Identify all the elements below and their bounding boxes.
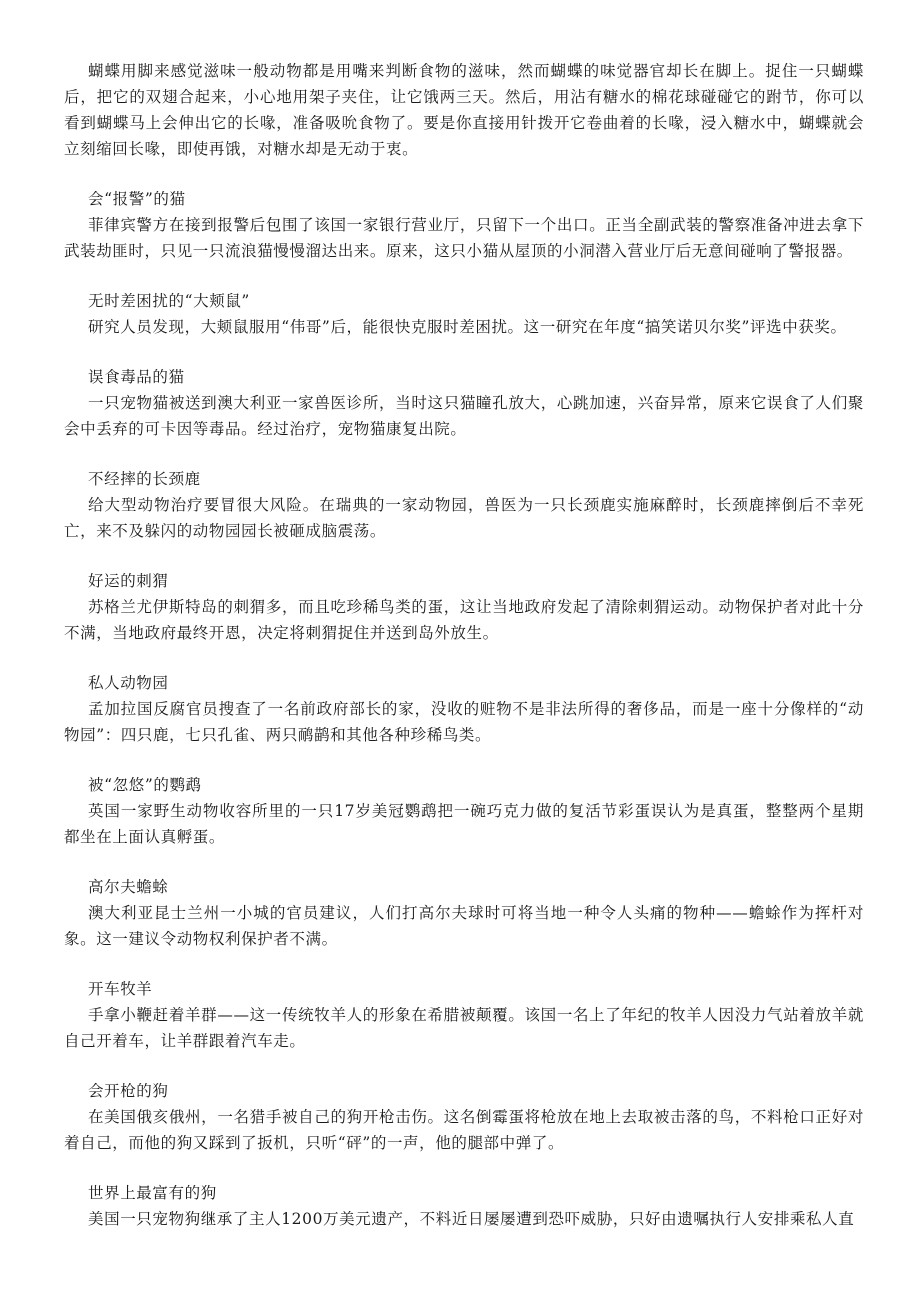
article-body: 在美国俄亥俄州，一名猎手被自己的狗开枪击伤。这名倒霉蛋将枪放在地上去取被击落的鸟，不料枪口正好对着自己，而他的狗又踩到了扳机，只听“砰”的一声，他的腿部中弹了。	[64, 1108, 864, 1152]
article-body: 研究人员发现，大颊鼠服用“伟哥”后，能很快克服时差困扰。这一研究在年度“搞笑诺贝尔奖”评选中获奖。	[88, 318, 847, 336]
article-giraffe	[64, 466, 864, 544]
article-body: 一只宠物猫被送到澳大利亚一家兽医诊所，当时这只猫瞳孔放大，心跳加速，兴奋异常，原来它误食了人们聚会中丢弃的可卡因等毒品。经过治疗，宠物猫康复出院。	[64, 394, 864, 438]
article-body: 澳大利亚昆士兰州一小城的官员建议，人们打高尔夫球时可将当地一种令人头痛的物种——蟾蜍作为挥杆对象。这一建议令动物权利保护者不满。	[64, 904, 864, 948]
article-body: 孟加拉国反腐官员搜查了一名前政府部长的家，没收的赃物不是非法所得的奢侈品，而是一座十分像样的“动物园”：四只鹿，七只孔雀、两只鸸鹋和其他各种珍稀鸟类。	[64, 700, 864, 744]
article-parrot	[64, 772, 864, 850]
article-heading: 会“报警”的猫	[88, 190, 186, 208]
article-golf-toad	[64, 874, 864, 952]
article-heading: 无时差困扰的“大颊鼠”	[88, 292, 250, 310]
article-heading: 高尔夫蟾蜍	[88, 878, 169, 896]
document-body	[64, 58, 864, 1232]
article-heading: 会开枪的狗	[88, 1082, 169, 1100]
article-heading: 被“忽悠”的鹦鹉	[88, 776, 202, 794]
article-heading: 不经摔的长颈鹿	[88, 470, 201, 488]
article-body: 苏格兰尤伊斯特岛的刺猬多，而且吃珍稀鸟类的蛋，这让当地政府发起了清除刺猬运动。动物保护者对此十分不满，当地政府最终开恩，决定将刺猬捉住并送到岛外放生。	[64, 598, 864, 642]
article-dog-gun	[64, 1078, 864, 1156]
article-cat-alarm	[64, 186, 864, 264]
article-heading: 世界上最富有的狗	[88, 1184, 217, 1202]
article-private-zoo	[64, 670, 864, 748]
article-body: 英国一家野生动物收容所里的一只17岁美冠鹦鹉把一碗巧克力做的复活节彩蛋误认为是真蛋，整整两个星期都坐在上面认真孵蛋。	[64, 802, 864, 846]
article-heading: 开车牧羊	[88, 980, 153, 998]
article-cat-drugs	[64, 364, 864, 442]
article-hedgehog	[64, 568, 864, 646]
article-heading: 误食毒品的猫	[88, 368, 185, 386]
article-hamster-jetlag	[64, 288, 864, 340]
article-body: 美国一只宠物狗继承了主人1200万美元遗产，不料近日屡屡遭到恐吓威胁，只好由遗嘱执行人安排乘私人直	[88, 1210, 855, 1228]
article-heading: 好运的刺猬	[88, 572, 169, 590]
article-body: 手拿小鞭赶着羊群——这一传统牧羊人的形象在希腊被颠覆。该国一名上了年纪的牧羊人因没力气站着放羊就自己开着车，让羊群跟着汽车走。	[64, 1006, 864, 1050]
article-heading: 私人动物园	[88, 674, 169, 692]
article-body: 给大型动物治疗要冒很大风险。在瑞典的一家动物园，兽医为一只长颈鹿实施麻醉时，长颈鹿摔倒后不幸死亡，来不及躲闪的动物园园长被砸成脑震荡。	[64, 496, 864, 540]
article-body: 菲律宾警方在接到报警后包围了该国一家银行营业厅，只留下一个出口。正当全副武装的警察准备冲进去拿下武装劫匪时，只见一只流浪猫慢慢溜达出来。原来，这只小猫从屋顶的小洞潜入营业厅后无意间碰响了警报器。	[64, 216, 864, 260]
article-shepherd-car	[64, 976, 864, 1054]
article-richest-dog	[64, 1180, 864, 1232]
intro-paragraph: 蝴蝶用脚来感觉滋味一般动物都是用嘴来判断食物的滋味，然而蝴蝶的味觉器官却长在脚上。捉住一只蝴蝶后，把它的双翅合起来，小心地用架子夹住，让它饿两三天。然后，用沾有糖水的棉花球碰碰它的跗节，你可以看到蝴蝶马上会伸出它的长喙，准备吸吮食物了。要是你直接用针拨开它卷曲着的长喙，浸入糖水中，蝴蝶就会立刻缩回长喙，即使再饿，对糖水却是无动于衷。	[64, 62, 864, 158]
